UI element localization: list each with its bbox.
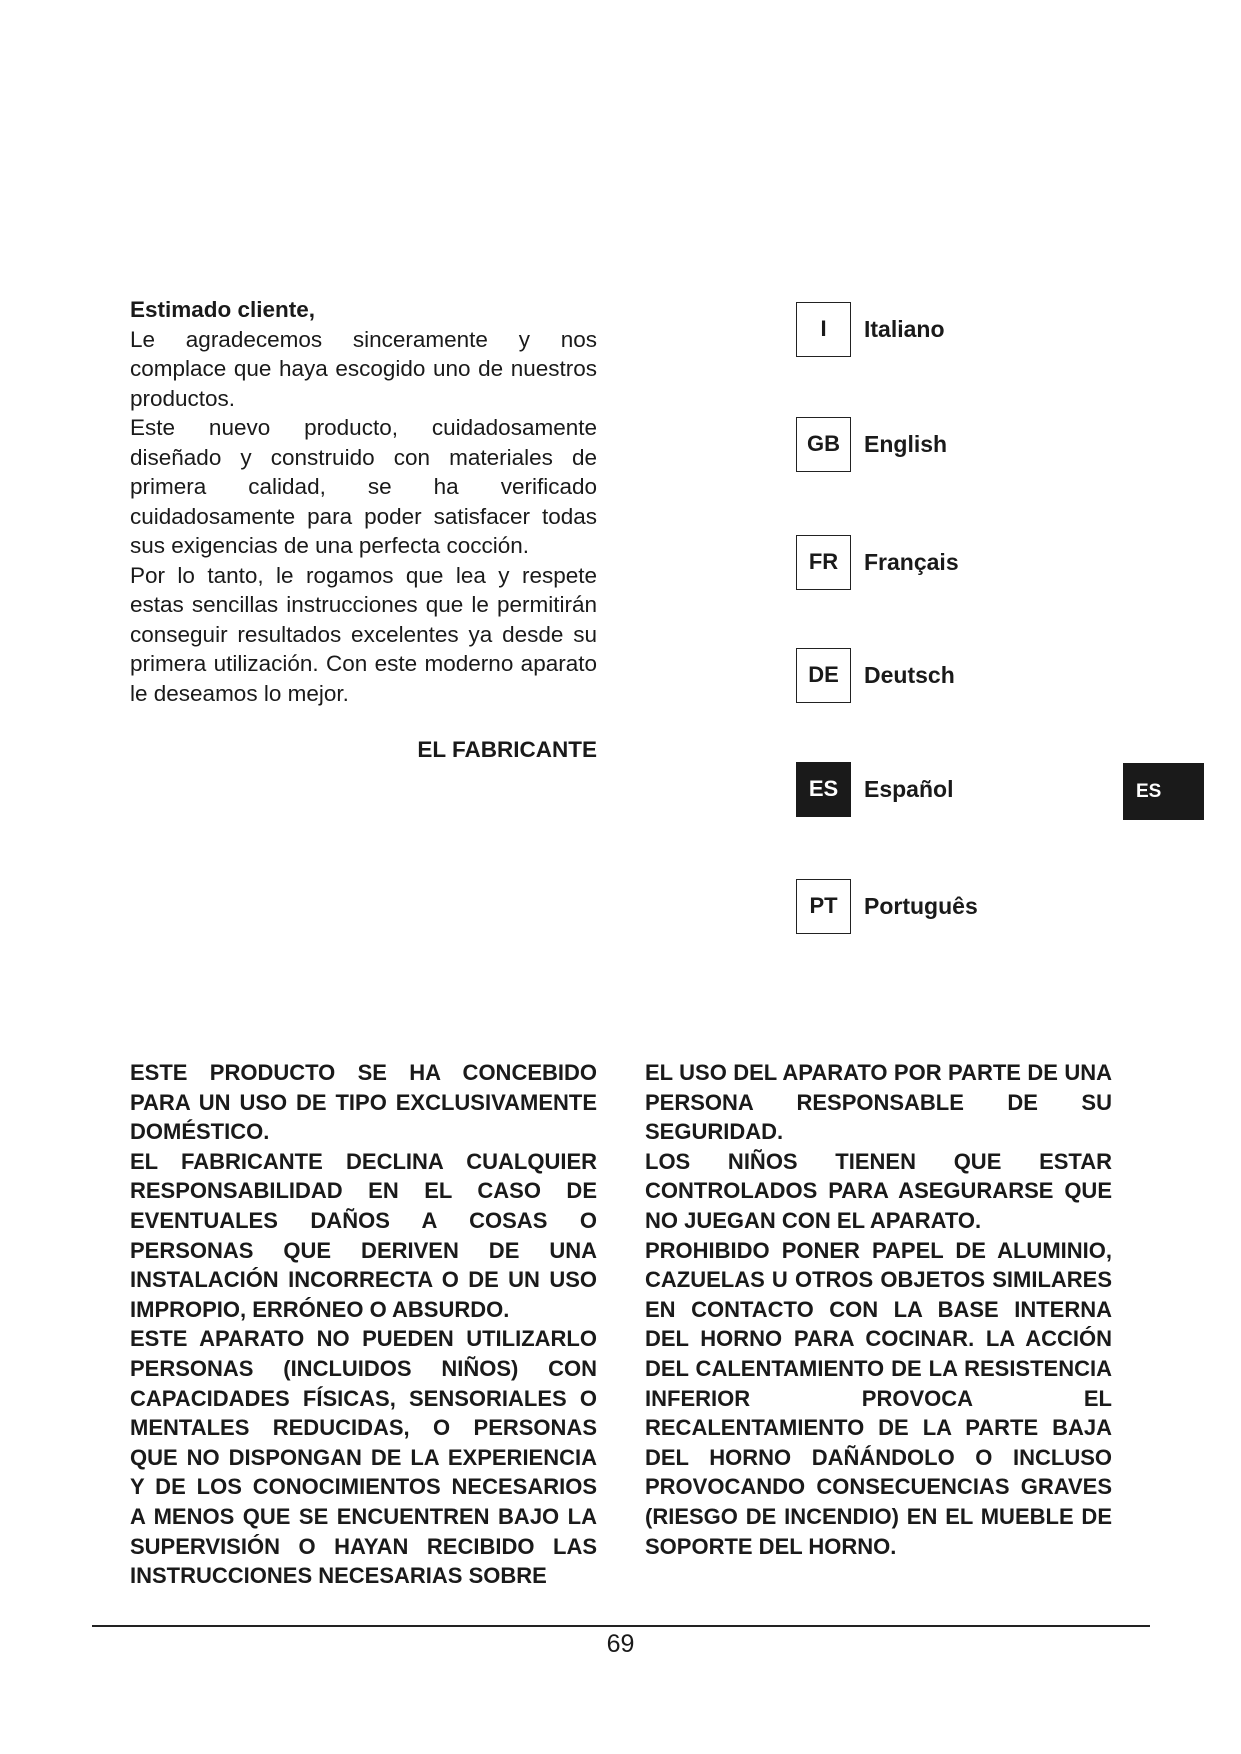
warning-paragraph: EL FABRICANTE DECLINA CUALQUIER RESPONSABILIDAD EN EL CASO DE EVENTUALES DAÑOS A COSAS O PERSONAS QUE DERIVEN DE UNA INSTALACIÓN INCORRECTA O DE UN USO IMPROPIO, ERRÓNEO O ABSURDO. [130,1148,597,1322]
warning-paragraph: ESTE APARATO NO PUEDEN UTILIZARLO PERSONAS (INCLUIDOS NIÑOS) CON CAPACIDADES FÍSICAS, SENSORIALES O MENTALES REDUCIDAS, O PERSONAS QUE NO DISPONGAN DE LA EXPERIENCIA Y DE LOS CONOCIMIENTOS NECESARIOS A MENOS QUE SE ENCUENTREN BAJO LA SUPERVISIÓN O HAYAN RECIBIDO LAS INSTRUCCIONES NECESARIAS SOBRE [130,1326,597,1589]
warning-paragraph: LOS NIÑOS TIENEN QUE ESTAR CONTROLADOS PARA ASEGURARSE QUE NO JUEGAN CON EL APARATO. [645,1148,1112,1233]
language-code: FR [796,535,851,590]
safety-warning-left [130,1058,597,1591]
warning-paragraph: PROHIBIDO PONER PAPEL DE ALUMINIO, CAZUELAS U OTROS OBJETOS SIMILARES EN CONTACTO CON LA BASE INTERNA DEL HORNO PARA COCINAR. LA ACCIÓN DEL CALENTAMIENTO DE LA RESISTENCIA INFERIOR PROVOCA EL RECALENTAMIENTO DE LA PARTE BAJA DEL HORNO DAÑÁNDOLO O INCLUSO PROVOCANDO CONSECUENCIAS GRAVES (RIESGO DE INCENDIO) EN EL MUEBLE DE SOPORTE DEL HORNO. [645,1237,1112,1559]
warning-paragraph: ESTE PRODUCTO SE HA CONCEBIDO PARA UN USO DE TIPO EXCLUSIVAMENTE DOMÉSTICO. [130,1060,597,1145]
language-item-deutsch[interactable] [796,646,955,704]
language-code: DE [796,648,851,703]
language-name: Deutsch [864,661,955,688]
language-code: GB [796,417,851,472]
intro-paragraph: Por lo tanto, le rogamos que lea y respete estas sencillas instrucciones que le permitirán conseguir resultados excelentes ya desde su primera utilización. Con este moderno aparato le deseamos lo mejor. [130,562,597,706]
language-code: ES [796,762,851,817]
language-item-english[interactable] [796,415,947,473]
page-number: 69 [606,1630,635,1658]
intro-letter [130,295,597,765]
language-name: English [864,430,948,457]
footer-rule [92,1625,1150,1627]
safety-warning-right [645,1058,1112,1561]
intro-paragraph: Le agradecemos sinceramente y nos complace que haya escogido uno de nuestros productos. [130,326,597,411]
language-item-espanol[interactable] [796,760,953,818]
language-name: Español [864,775,954,802]
language-name: Português [864,892,978,919]
section-tab-es: ES [1123,763,1204,820]
language-item-portugues[interactable] [796,877,978,935]
language-item-italiano[interactable] [796,300,945,358]
greeting: Estimado cliente, [130,297,316,322]
language-item-francais[interactable] [796,533,959,591]
language-name: Italiano [864,315,945,342]
warning-paragraph: EL USO DEL APARATO POR PARTE DE UNA PERSONA RESPONSABLE DE SU SEGURIDAD. [645,1060,1112,1145]
language-code: PT [796,879,851,934]
intro-paragraph: Este nuevo producto, cuidadosamente diseñado y construido con materiales de primera calidad, se ha verificado cuidadosamente para poder satisfacer todas sus exigencias de una perfecta cocción. [130,415,597,558]
signature: EL FABRICANTE [417,737,597,762]
language-name: Français [864,548,959,575]
language-code: I [796,302,851,357]
